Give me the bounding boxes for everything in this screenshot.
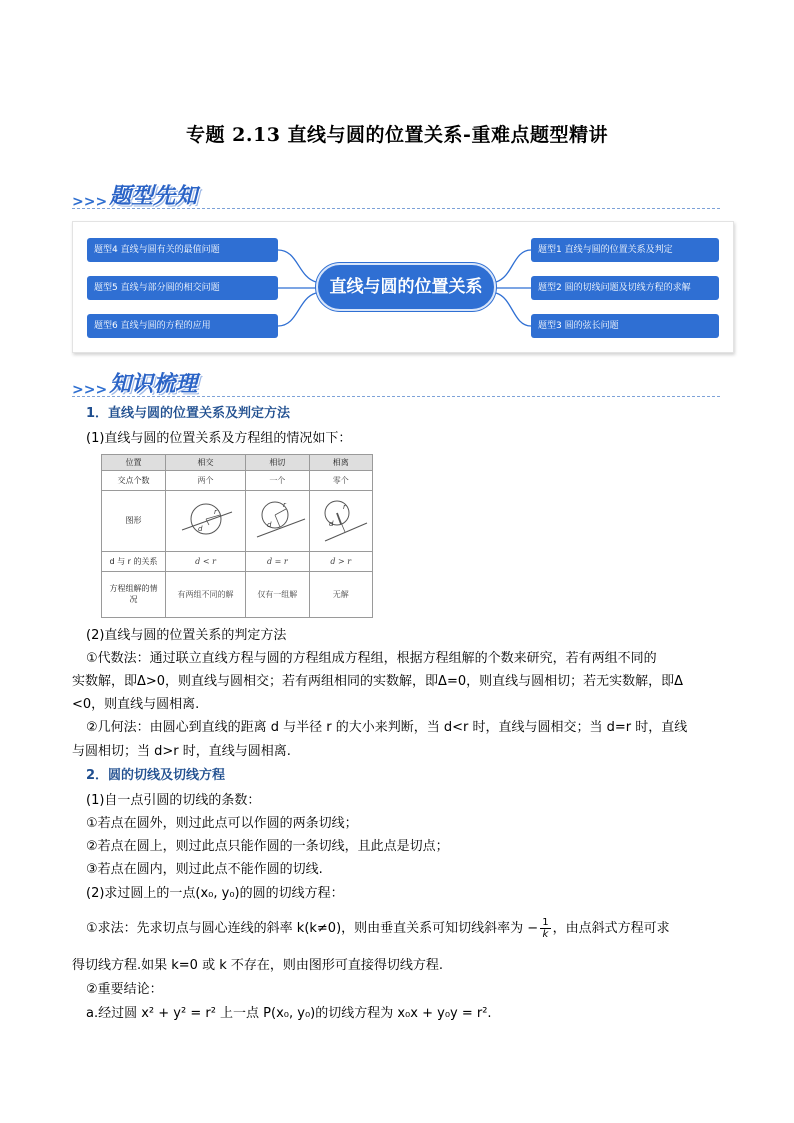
table-cell-figure-intersect [166, 491, 246, 551]
heading-1: 1．直线与圆的位置关系及判定方法 [86, 406, 291, 421]
mind-map-center-node: 直线与圆的位置关系 [316, 263, 496, 311]
svg-text:r: r [283, 500, 287, 509]
mind-map-node-type6: 题型6 直线与圆的方程的应用 [87, 314, 278, 338]
svg-text:d: d [197, 524, 202, 533]
section-divider [72, 396, 720, 397]
paragraph: (2)直线与圆的位置关系的判定方法 [86, 628, 287, 643]
table-header-cell: 相切 [246, 455, 309, 471]
heading-2: 2．圆的切线及切线方程 [86, 768, 226, 783]
section-title: 知识梳理 [109, 371, 198, 397]
table-header-cell: 相离 [309, 455, 372, 471]
paragraph: ②几何法：由圆心到直线的距离 d 与半径 r 的大小来判断，当 d<r 时，直线与圆相交；当 d=r 时，直线 [86, 720, 688, 735]
mind-map-node-type4: 题型4 直线与圆有关的最值问题 [87, 238, 278, 262]
circle-intersect-figure [176, 495, 236, 545]
table-cell: 两个 [166, 471, 246, 491]
table-cell: d = r [246, 551, 309, 571]
table-row [102, 571, 373, 617]
mind-map-node-type3: 题型3 圆的弦长问题 [531, 314, 719, 338]
mind-map-node-type2: 题型2 圆的切线问题及切线方程的求解 [531, 276, 719, 300]
mind-map [72, 221, 734, 353]
table-cell: 有两组不同的解 [166, 571, 246, 617]
mind-map-node-type5: 题型5 直线与部分圆的相交问题 [87, 276, 278, 300]
paragraph: 得切线方程.如果 k=0 或 k 不存在，则由图形可直接得切线方程. [72, 958, 444, 973]
paragraph-with-fraction [86, 917, 670, 940]
paragraph-text: ①求法：先求切点与圆心连线的斜率 k(k≠0)，则由垂直关系可知切线斜率为 − [86, 921, 539, 936]
table-row-label: d 与 r 的关系 [102, 551, 166, 571]
table-cell: 零个 [309, 471, 372, 491]
table-cell: 无解 [309, 571, 372, 617]
svg-text:r: r [213, 507, 217, 516]
fraction-numerator: 1 [542, 917, 549, 928]
fraction [540, 917, 550, 940]
svg-text:d: d [267, 520, 272, 529]
paragraph: 实数解，即Δ>0，则直线与圆相交；若有两组相同的实数解，即Δ=0，则直线与圆相切；若无实数解，即Δ [72, 674, 684, 689]
table-cell-figure-separate [309, 491, 372, 551]
page-title: 专题 2.13 直线与圆的位置关系-重难点题型精讲 [186, 124, 608, 146]
table-row-label: 交点个数 [102, 471, 166, 491]
table-cell: d > r [309, 551, 372, 571]
section-arrows-icon: >>> [72, 382, 108, 398]
relationship-table [101, 454, 373, 618]
fraction-denominator: k [542, 929, 549, 940]
table-cell-figure-tangent [246, 491, 309, 551]
paragraph: ②若点在圆上，则过此点只能作圆的一条切线，且此点是切点； [86, 839, 449, 854]
paragraph: 与圆相切；当 d>r 时，直线与圆相离. [72, 744, 291, 759]
svg-text:d: d [328, 519, 334, 528]
paragraph: ②重要结论： [86, 982, 163, 997]
section-header-knowledge [72, 368, 197, 398]
table-row [102, 491, 373, 551]
table-cell: d < r [166, 551, 246, 571]
circle-tangent-figure [247, 495, 307, 545]
paragraph: ③若点在圆内，则过此点不能作圆的切线. [86, 862, 323, 877]
table-row-label: 图形 [102, 491, 166, 551]
table-cell: 仅有一组解 [246, 571, 309, 617]
paragraph: ①代数法：通过联立直线方程与圆的方程组成方程组，根据方程组解的个数来研究，若有两组不同的 [86, 651, 657, 666]
table-row [102, 471, 373, 491]
section-header-question-types [72, 180, 197, 210]
table-header-cell: 位置 [102, 455, 166, 471]
mind-map-node-type1: 题型1 直线与圆的位置关系及判定 [531, 238, 719, 262]
paragraph: <0，则直线与圆相离. [72, 697, 200, 712]
section-title: 题型先知 [109, 183, 198, 209]
paragraph: (2)求过圆上的一点(x₀, y₀)的圆的切线方程： [86, 886, 344, 901]
paragraph: a.经过圆 x² + y² = r² 上一点 P(x₀, y₀)的切线方程为 x₀x + y₀y = r². [86, 1006, 492, 1021]
section-arrows-icon: >>> [72, 194, 108, 210]
table-row [102, 551, 373, 571]
section-divider [72, 208, 720, 209]
paragraph: (1)自一点引圆的切线的条数： [86, 793, 261, 808]
table-header-cell: 相交 [166, 455, 246, 471]
table-cell: 一个 [246, 471, 309, 491]
paragraph: (1)直线与圆的位置关系及方程组的情况如下： [86, 431, 352, 446]
svg-text:r: r [342, 502, 346, 511]
circle-separate-figure [311, 495, 371, 545]
table-row-label: 方程组解的情况 [102, 571, 166, 617]
paragraph-text: ，由点斜式方程可求 [552, 921, 670, 936]
paragraph: ①若点在圆外，则过此点可以作圆的两条切线； [86, 816, 358, 831]
